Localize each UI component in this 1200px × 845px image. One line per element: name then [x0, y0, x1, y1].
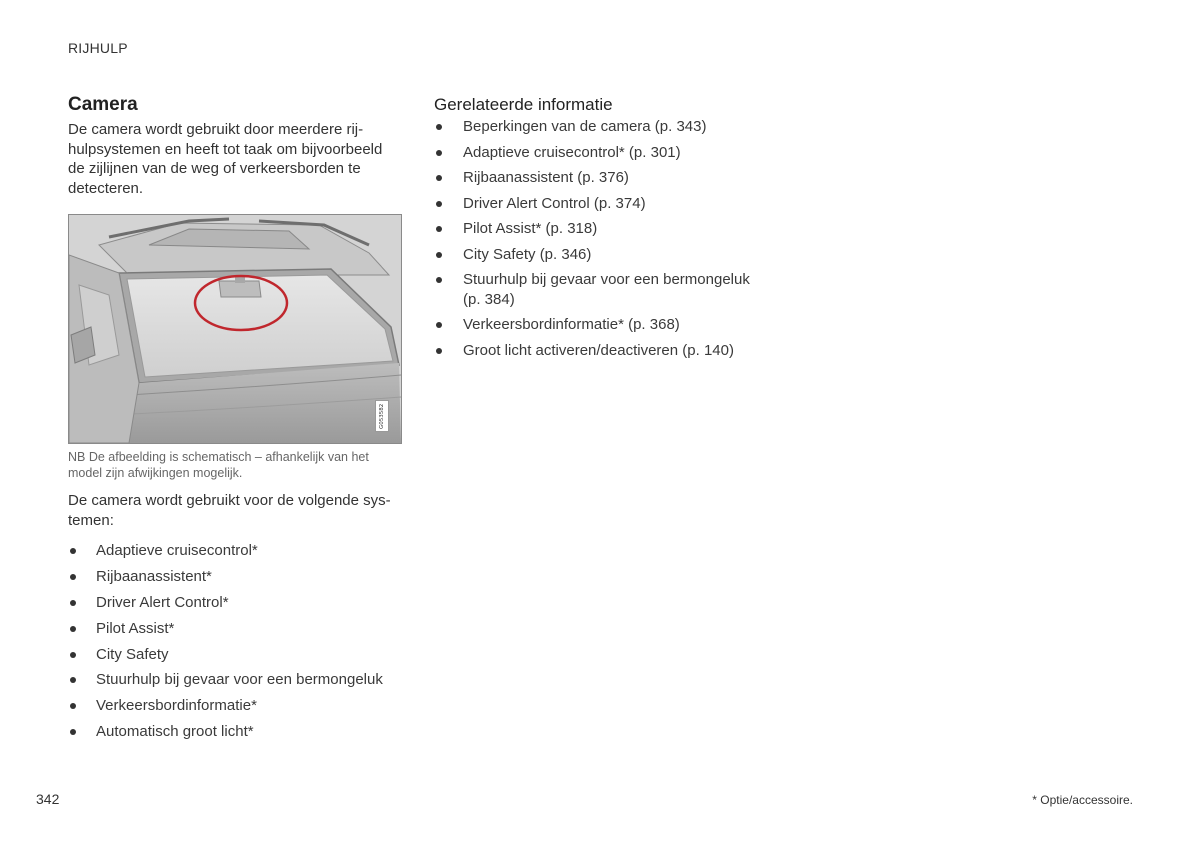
list-item-text: Verkeersbordinformatie* — [96, 697, 257, 715]
bullet-icon — [70, 652, 76, 658]
related-title: Gerelateerde informatie — [434, 95, 613, 114]
list-item — [68, 567, 402, 587]
list-item — [68, 619, 402, 639]
related-link-text[interactable]: Adaptieve cruisecontrol* (p. 301) — [463, 143, 681, 161]
list-item-text: Rijbaanassistent* — [96, 567, 212, 585]
bullet-icon — [70, 703, 76, 709]
page-title: Camera — [68, 94, 138, 115]
list-item — [68, 593, 402, 613]
bullet-icon — [436, 201, 442, 207]
footnote: * Optie/accessoire. — [1032, 793, 1133, 807]
camera-illustration — [68, 214, 402, 444]
list-item-text: Adaptieve cruisecontrol* — [96, 542, 258, 559]
list-item — [68, 645, 402, 665]
list-item-text: Stuurhulp bij gevaar voor een bermongeluk — [96, 671, 383, 689]
section-label: RIJHULP — [68, 40, 128, 56]
bullet-icon — [436, 252, 442, 258]
related-link-text[interactable]: Driver Alert Control (p. 374) — [463, 194, 646, 212]
related-link[interactable] — [434, 117, 763, 137]
related-link-text[interactable]: Stuurhulp bij gevaar voor een bermongeluk (p. 384) — [463, 271, 750, 308]
bullet-icon — [436, 124, 442, 130]
bullet-icon — [70, 677, 76, 683]
bullet-icon — [436, 348, 442, 354]
related-link-text[interactable]: City Safety (p. 346) — [463, 245, 592, 263]
systems-intro: De camera wordt gebruikt voor de volgende sys-temen: — [68, 492, 391, 529]
bullet-icon — [436, 175, 442, 181]
list-item-text: Driver Alert Control* — [96, 593, 229, 611]
related-link[interactable] — [434, 245, 763, 265]
list-item-text: Automatisch groot licht* — [96, 723, 254, 741]
bullet-icon — [70, 574, 76, 580]
related-link[interactable] — [434, 315, 763, 335]
bullet-icon — [70, 626, 76, 632]
bullet-icon — [70, 600, 76, 606]
windscreen-drawing — [69, 215, 401, 443]
related-link[interactable] — [434, 143, 763, 163]
related-link[interactable] — [434, 168, 763, 188]
bullet-icon — [436, 322, 442, 328]
list-item — [68, 670, 402, 690]
figure-code: G053582 — [375, 400, 389, 432]
list-item — [68, 541, 402, 561]
related-link-text[interactable]: Beperkingen van de camera (p. 343) — [463, 118, 707, 135]
related-link-text[interactable]: Pilot Assist* (p. 318) — [463, 220, 598, 237]
bullet-icon — [436, 226, 442, 232]
related-link-text[interactable]: Verkeersbordinformatie* (p. 368) — [463, 316, 680, 333]
page-number: 342 — [36, 791, 60, 807]
related-link[interactable] — [434, 341, 763, 361]
bullet-icon — [70, 548, 76, 554]
related-link[interactable] — [434, 219, 763, 239]
related-list — [434, 117, 774, 360]
list-item-text: Pilot Assist* — [96, 619, 175, 637]
related-column — [434, 95, 774, 366]
bullet-icon — [436, 150, 442, 156]
related-link[interactable] — [434, 194, 763, 214]
related-link-text[interactable]: Groot licht activeren/deactiveren (p. 140) — [463, 341, 734, 359]
related-link[interactable] — [434, 270, 763, 309]
figure-caption: NB De afbeelding is schematisch – afhankelijk van het model zijn afwijkingen mogelijk. — [68, 450, 369, 480]
list-item — [68, 696, 402, 716]
systems-list — [68, 541, 402, 742]
main-column — [68, 94, 402, 748]
bullet-icon — [70, 729, 76, 735]
intro-paragraph: De camera wordt gebruikt door meerdere rij-hulpsystemen en heeft tot taak om bijvoorbeeld de zijlijnen van de weg of verkeersborden te detecteren. — [68, 121, 383, 197]
related-link-text[interactable]: Rijbaanassistent (p. 376) — [463, 169, 629, 186]
bullet-icon — [436, 277, 442, 283]
list-item — [68, 722, 402, 742]
list-item-text: City Safety — [96, 645, 169, 663]
